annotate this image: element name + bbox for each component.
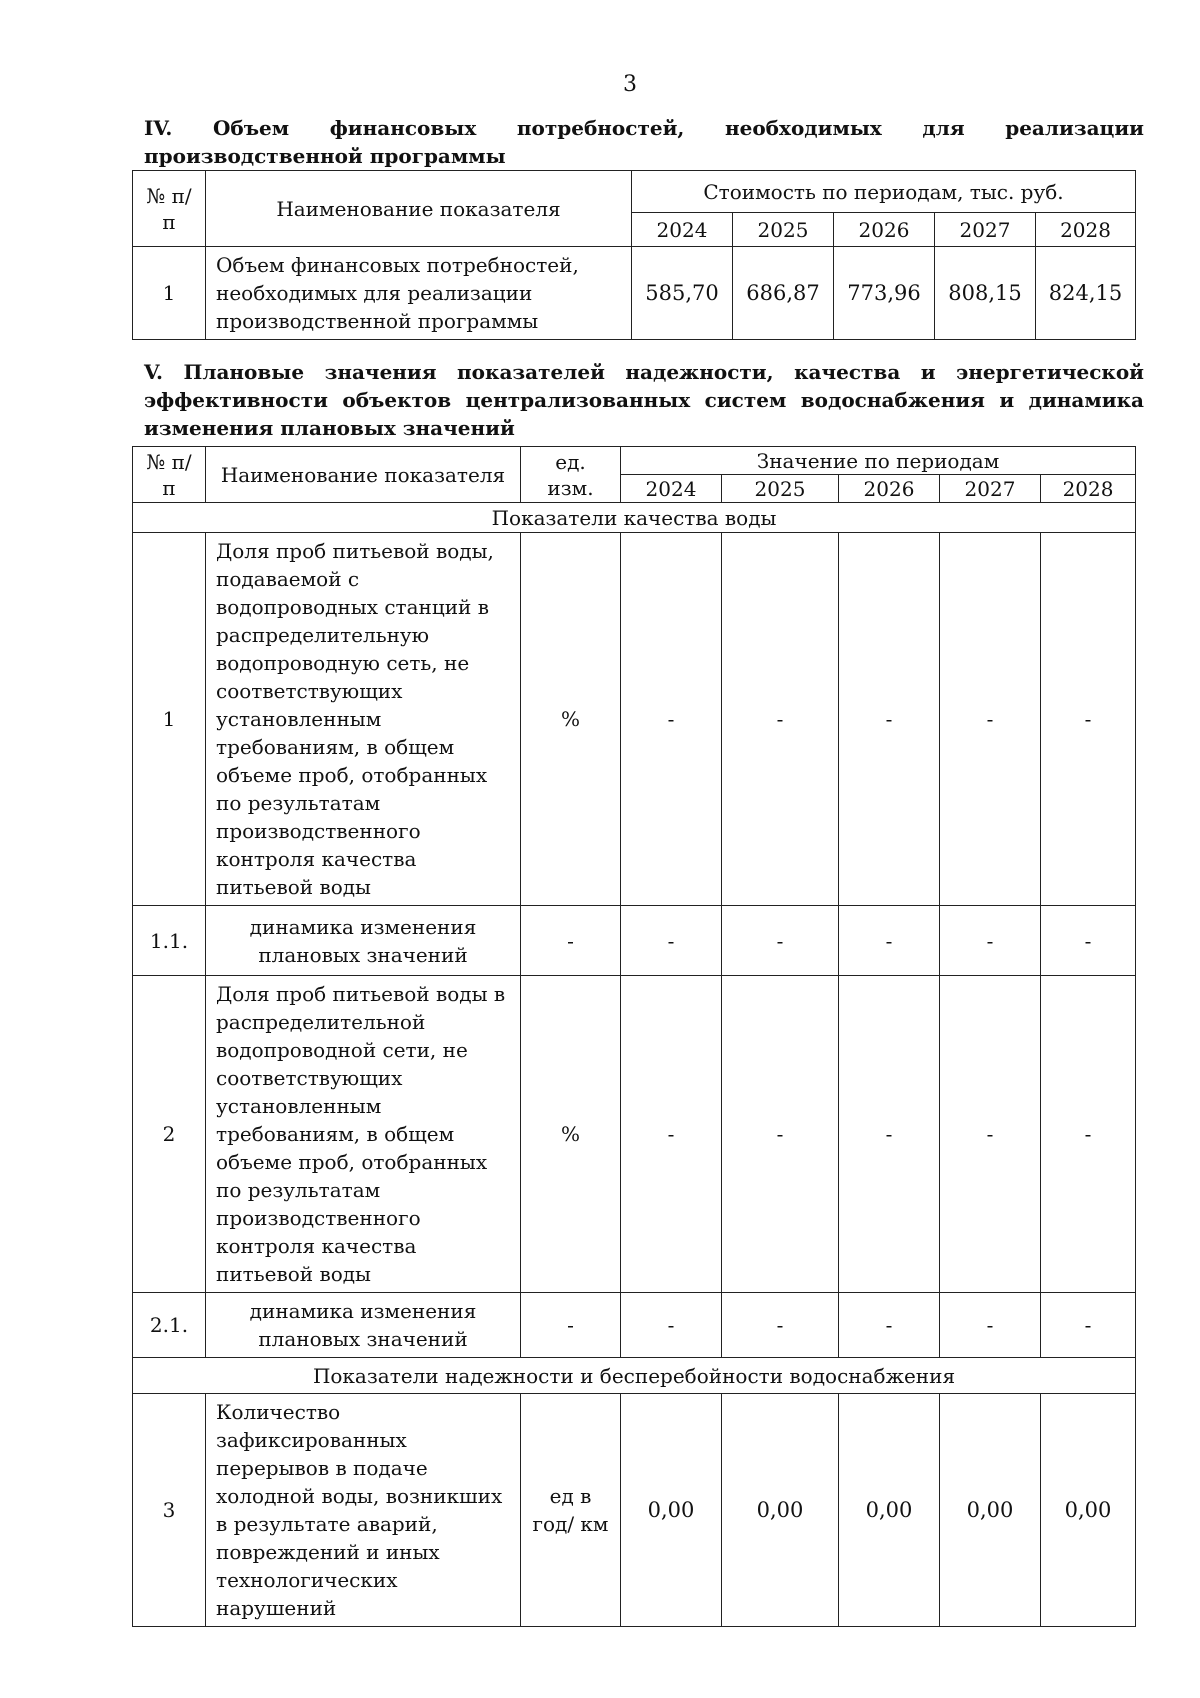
row-unit: - — [521, 1293, 621, 1358]
row-value: - — [722, 533, 839, 906]
row-value: - — [722, 906, 839, 976]
row-value: - — [839, 976, 940, 1293]
row-no: 1 — [133, 533, 206, 906]
year-header: 2028 — [1041, 475, 1136, 503]
row-value: - — [621, 906, 722, 976]
header-unit: ед. изм. — [521, 447, 621, 503]
row-value: - — [839, 533, 940, 906]
header-cost: Стоимость по периодам, тыс. руб. — [632, 171, 1136, 213]
year-header: 2027 — [935, 213, 1036, 247]
year-header: 2027 — [940, 475, 1041, 503]
row-no: 2 — [133, 976, 206, 1293]
row-value: 0,00 — [621, 1394, 722, 1627]
row-unit: % — [521, 976, 621, 1293]
year-header: 2028 — [1036, 213, 1136, 247]
table-row — [133, 976, 1136, 1293]
row-value: 0,00 — [839, 1394, 940, 1627]
table-row — [133, 1394, 1136, 1627]
group-header-quality: Показатели качества воды — [133, 503, 1136, 533]
row-value: - — [1041, 533, 1136, 906]
row-value: - — [940, 1293, 1041, 1358]
row-value: - — [722, 1293, 839, 1358]
row-unit: - — [521, 906, 621, 976]
row-value: - — [940, 533, 1041, 906]
table-row — [133, 1293, 1136, 1358]
row-value: - — [621, 1293, 722, 1358]
row-value: 0,00 — [1041, 1394, 1136, 1627]
header-no: № п/п — [133, 447, 206, 503]
section-4-heading: IV. Объем финансовых потребностей, необходимых для реализации производственной программы — [144, 116, 1144, 168]
year-header: 2025 — [733, 213, 834, 247]
year-header: 2024 — [621, 475, 722, 503]
table-row — [133, 247, 1136, 340]
indicators-table — [132, 446, 1136, 1627]
row-value: - — [1041, 1293, 1136, 1358]
row-unit: % — [521, 533, 621, 906]
row-value: 824,15 — [1036, 247, 1136, 340]
year-header: 2025 — [722, 475, 839, 503]
row-value: - — [839, 906, 940, 976]
row-unit: ед в год/ км — [521, 1394, 621, 1627]
row-name: Доля проб питьевой воды в распределительной водопроводной сети, не соответствующих установленным требованиям, в общем объеме проб, отобранных по результатам производственного контроля качества питьевой воды — [206, 976, 521, 1293]
row-value: - — [839, 1293, 940, 1358]
table-row — [133, 533, 1136, 906]
row-value: - — [722, 976, 839, 1293]
year-header: 2026 — [834, 213, 935, 247]
financial-needs-table — [132, 170, 1136, 340]
row-value: 585,70 — [632, 247, 733, 340]
row-value: - — [1041, 906, 1136, 976]
row-no: 1 — [133, 247, 206, 340]
header-no: № п/п — [133, 171, 206, 247]
table-row — [133, 906, 1136, 976]
row-name: Доля проб питьевой воды, подаваемой с водопроводных станций в распределительную водопроводную сеть, не соответствующих установленным требованиям, в общем объеме проб, отобранных по результатам производственного контроля качества питьевой воды — [206, 533, 521, 906]
row-name: динамика изменения плановых значений — [206, 1293, 521, 1358]
header-name: Наименование показателя — [206, 447, 521, 503]
section-5-heading: V. Плановые значения показателей надежности, качества и энергетической эффективности объектов централизованных систем водоснабжения и динамика изменения плановых значений — [144, 360, 1144, 440]
year-header: 2026 — [839, 475, 940, 503]
row-value: 773,96 — [834, 247, 935, 340]
header-name: Наименование показателя — [206, 171, 632, 247]
row-no: 3 — [133, 1394, 206, 1627]
row-value: - — [621, 533, 722, 906]
row-name: Объем финансовых потребностей, необходимых для реализации производственной программы — [206, 247, 632, 340]
group-header-reliability: Показатели надежности и бесперебойности водоснабжения — [133, 1358, 1136, 1394]
row-name: динамика изменения плановых значений — [206, 906, 521, 976]
row-value: - — [1041, 976, 1136, 1293]
page-number: 3 — [623, 72, 637, 97]
row-value: 0,00 — [940, 1394, 1041, 1627]
row-value: - — [940, 906, 1041, 976]
row-value: - — [940, 976, 1041, 1293]
row-value: - — [621, 976, 722, 1293]
row-value: 686,87 — [733, 247, 834, 340]
row-value: 0,00 — [722, 1394, 839, 1627]
year-header: 2024 — [632, 213, 733, 247]
header-values: Значение по периодам — [621, 447, 1136, 475]
row-name: Количество зафиксированных перерывов в подаче холодной воды, возникших в результате аварий, повреждений и иных технологических нарушений — [206, 1394, 521, 1627]
row-value: 808,15 — [935, 247, 1036, 340]
row-no: 2.1. — [133, 1293, 206, 1358]
row-no: 1.1. — [133, 906, 206, 976]
